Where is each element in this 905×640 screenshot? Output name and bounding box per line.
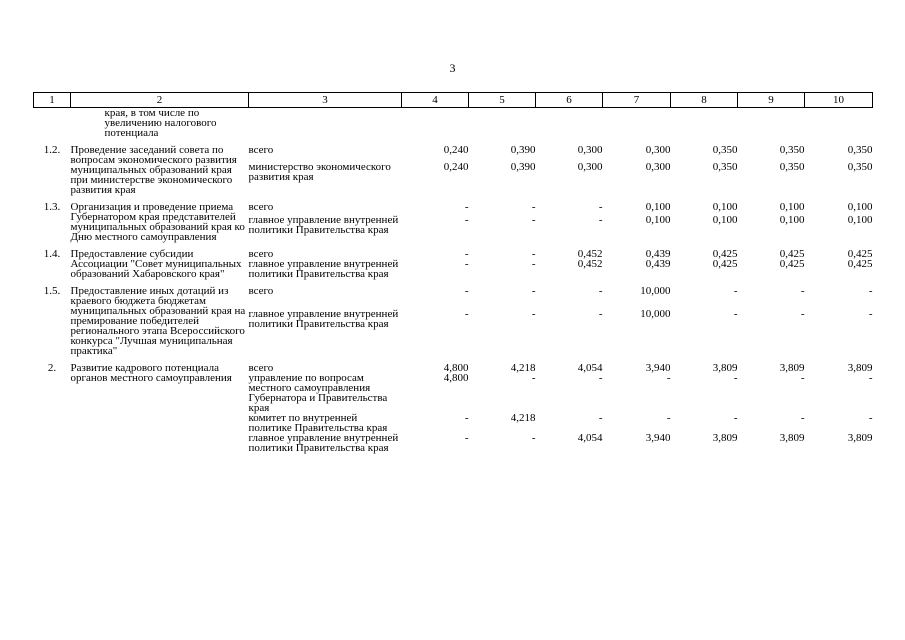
value-cell: 0,425 [847,248,873,260]
value-cell: - [464,258,469,270]
value-cell: 3,809 [779,432,805,444]
column-header: 5 [469,93,536,108]
budget-table [33,92,873,453]
value-cell: 4,054 [577,432,603,444]
value-cell: 0,100 [779,214,805,227]
column-header: 3 [249,93,402,108]
column-header: 2 [71,93,249,108]
value-cell: - [598,308,603,321]
value-cell: 0,240 [443,144,469,156]
value-cell: - [598,201,603,213]
value-cell: 0,300 [645,160,671,173]
value-cell: 0,425 [779,258,805,270]
executor-cell: главное управление внутренней политики Правительства края [248,214,399,237]
value-cell: - [464,285,469,297]
value-cell: 0,300 [577,160,603,173]
value-cell: 0,390 [510,160,536,173]
value-cell: - [800,372,805,384]
executor-cell: всего [248,285,274,297]
value-cell: 0,390 [510,144,536,156]
column-header: 8 [671,93,738,108]
value-cell: - [598,412,603,424]
executor-cell: всего [248,248,274,260]
value-cell: 0,350 [779,160,805,173]
column-header: 7 [603,93,671,108]
executor-cell: комитет по внутренней политике Правительства края [248,412,388,434]
value-cell: 0,100 [712,201,738,213]
value-cell: 0,100 [779,201,805,213]
item-name: Предоставление субсидии Ассоциации "Совет муниципальных образований Хабаровского края" [70,248,242,280]
value-cell: 3,940 [645,432,671,444]
executor-cell: главное управление внутренней политики Правительства края [248,308,399,331]
value-cell: - [800,412,805,424]
value-cell: - [598,214,603,227]
value-cell: 3,809 [712,362,738,374]
executor-cell: министерство экономического развития края [248,160,391,183]
value-cell: 0,439 [645,248,671,260]
item-number: 1.5. [43,285,61,297]
value-cell: 0,240 [443,160,469,173]
column-header: 1 [34,93,71,108]
value-cell: 0,100 [847,201,873,213]
value-cell: 0,425 [779,248,805,260]
value-cell: 4,800 [443,372,469,384]
value-cell: - [464,432,469,444]
value-cell: 0,100 [645,201,671,213]
value-cell: 0,300 [577,144,603,156]
value-cell: 0,425 [712,248,738,260]
value-cell: 3,940 [645,362,671,374]
column-header: 6 [536,93,603,108]
value-cell: - [531,372,536,384]
table-row [34,286,873,309]
value-cell: - [868,285,873,297]
value-cell: 3,809 [779,362,805,374]
continuation-row [34,108,873,139]
column-header: 10 [805,93,873,108]
executor-cell: всего [248,201,274,213]
value-cell: - [464,201,469,213]
column-header: 4 [402,93,469,108]
value-cell: 0,350 [847,144,873,156]
value-cell: - [868,372,873,384]
value-cell: - [531,248,536,260]
value-cell: 10,000 [640,285,671,297]
value-cell: - [733,308,738,321]
value-cell: - [868,412,873,424]
item-number: 2. [47,362,57,374]
value-cell: 3,809 [847,362,873,374]
value-cell: 0,439 [645,258,671,270]
item-name: Организация и проведение приема Губернатором края представителей муниципальных образований края ко Дню местного самоуправления [70,201,245,243]
value-cell: - [598,285,603,297]
executor-cell: управление по вопросам местного самоуправления Губернатора и Правительства края [248,372,388,414]
value-cell: 0,350 [712,160,738,173]
value-cell: - [598,372,603,384]
value-cell: 0,350 [847,160,873,173]
value-cell: 0,425 [847,258,873,270]
item-name: Проведение заседаний совета по вопросам экономического развития муниципальных образований края при министерстве экономического развития края [70,144,237,196]
value-cell: - [464,308,469,321]
value-cell: - [733,412,738,424]
value-cell: 0,350 [779,144,805,156]
table-row [34,202,873,215]
value-cell: 3,809 [712,432,738,444]
value-cell: 0,452 [577,258,603,270]
value-cell: - [868,308,873,321]
item-number: 1.4. [43,248,61,260]
value-cell: 10,000 [640,308,671,321]
value-cell: - [531,432,536,444]
continuation-text: края, в том числе по увеличению налогового потенциала [104,107,217,139]
value-cell: 4,800 [443,362,469,374]
executor-cell: главное управление внутренней политики Правительства края [248,258,399,280]
table-header-row [34,93,873,108]
value-cell: 0,452 [577,248,603,260]
value-cell: 0,350 [712,144,738,156]
value-cell: 0,100 [712,214,738,227]
executor-cell: главное управление внутренней политики Правительства края [248,432,399,454]
value-cell: - [531,214,536,227]
item-number: 1.3. [43,201,61,213]
value-cell: 0,100 [645,214,671,227]
value-cell: - [531,308,536,321]
value-cell: - [531,201,536,213]
value-cell: 4,218 [510,362,536,374]
value-cell: 3,809 [847,432,873,444]
item-name: Развитие кадрового потенциала органов местного самоуправления [70,362,232,384]
value-cell: - [800,308,805,321]
item-name: Предоставление иных дотаций из краевого бюджета бюджетам муниципальных образований края на премирование победителей регионального этапа Всероссийского конкурса "Лучшая муниципальная практика" [70,285,246,357]
value-cell: - [464,214,469,227]
value-cell: - [464,412,469,424]
item-number: 1.2. [43,144,61,156]
value-cell: 4,054 [577,362,603,374]
value-cell: - [800,285,805,297]
value-cell: 4,218 [510,412,536,424]
value-cell: - [531,258,536,270]
column-header: 9 [738,93,805,108]
value-cell: 0,425 [712,258,738,270]
value-cell: - [666,412,671,424]
value-cell: 0,300 [645,144,671,156]
executor-cell: всего [248,144,274,156]
table-row [34,145,873,162]
value-cell: - [531,285,536,297]
value-cell: - [464,248,469,260]
executor-cell: всего [248,362,274,374]
value-cell: - [733,372,738,384]
table-row [34,249,873,259]
value-cell: - [666,372,671,384]
value-cell: 0,100 [847,214,873,227]
page-number: 3 [449,61,456,75]
value-cell: - [733,285,738,297]
